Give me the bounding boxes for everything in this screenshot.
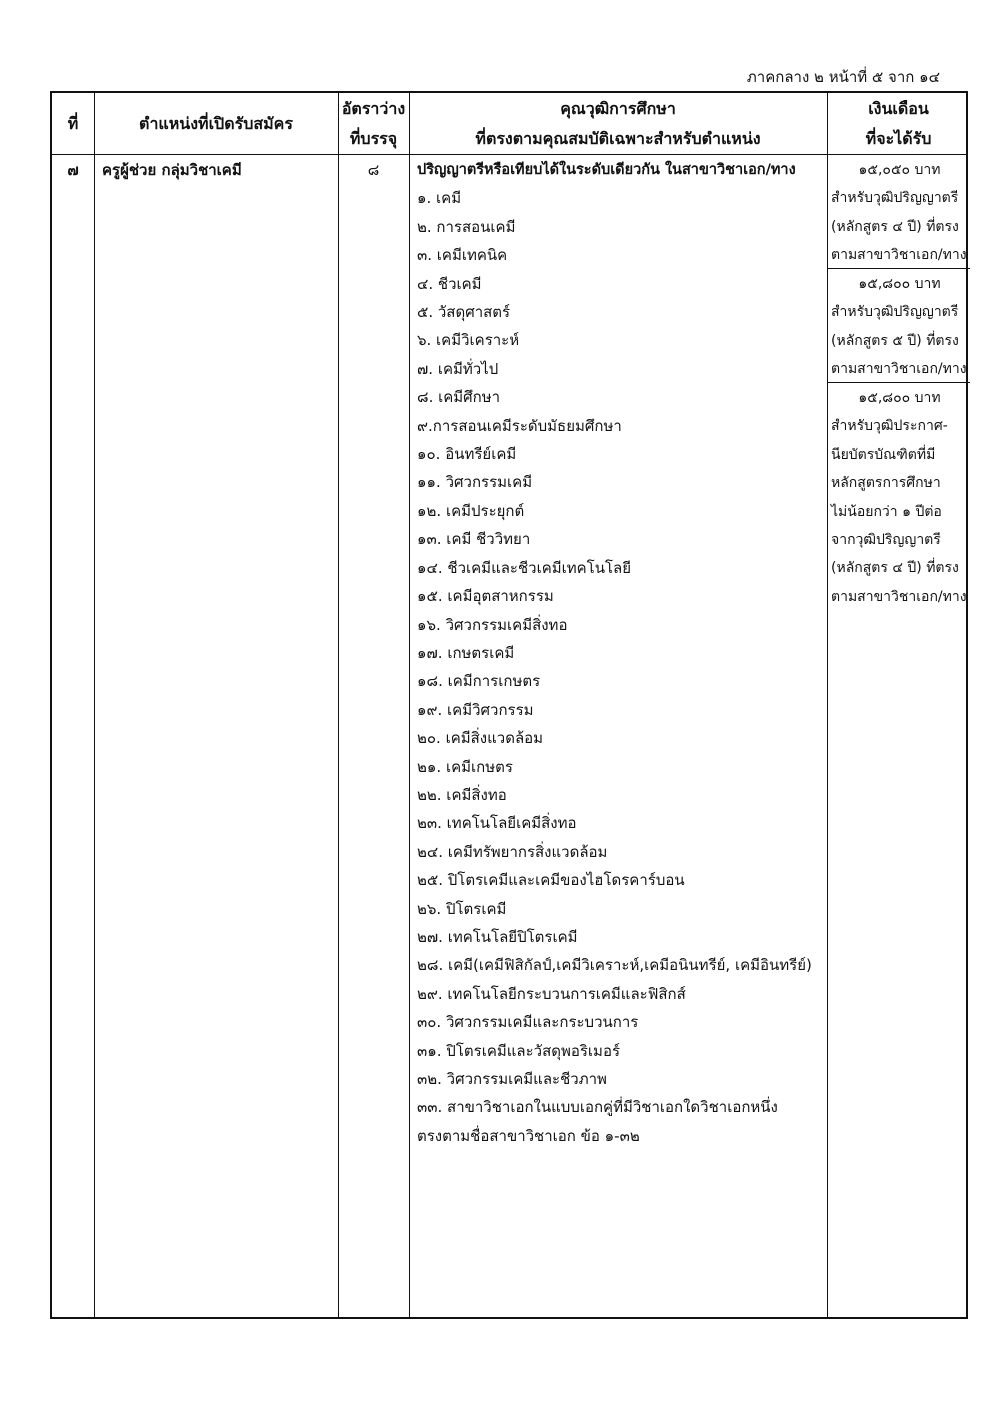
salary-condition-line: (หลักสูตร ๔ ปี) ที่ตรง (831, 218, 959, 235)
salary-block-3 (831, 384, 968, 611)
salary-condition-line: จากวุฒิปริญญาตรี (831, 532, 941, 549)
major-item: ๑๒. เคมีประยุกต์ (417, 501, 525, 520)
major-item: ๒๗. เทคโนโลยีปิโตรเคมี (417, 927, 578, 946)
major-item: ๒๓. เทคโนโลยีเคมีสิ่งทอ (417, 814, 577, 833)
major-item: ๒๕. ปิโตรเคมีและเคมีของไฮโดรคาร์บอน (417, 871, 685, 890)
major-item: ๖. เคมีวิเคราะห์ (417, 331, 520, 350)
header-qualification-line2: ที่ตรงตามคุณสมบัติเฉพาะสำหรับตำแหน่ง (475, 129, 761, 148)
major-item: ๒๙. เทคโนโลยีกระบวนการเคมีและฟิสิกส์ (417, 984, 686, 1003)
major-item: ๑๐. อินทรีย์เคมี (417, 445, 517, 464)
major-item: ๑๑. วิศวกรรมเคมี (417, 473, 533, 492)
salary-condition-line: สำหรับวุฒิประกาศ- (831, 418, 948, 435)
major-item: ๓๐. วิศวกรรมเคมีและกระบวนการ (417, 1013, 639, 1032)
header-no: ที่ (67, 114, 79, 133)
salary-condition-line: (หลักสูตร ๕ ปี) ที่ตรง (831, 332, 959, 349)
page-header: ภาคกลาง ๒ หน้าที่ ๕ จาก ๑๔ (746, 68, 940, 86)
qualification-cell (417, 156, 825, 1150)
salary-block-1 (831, 156, 968, 270)
major-item: ๒๔. เคมีทรัพยากรสิ่งแวดล้อม (417, 842, 608, 861)
major-item: ๑๕. เคมีอุตสาหกรรม (417, 587, 554, 606)
major-item: ๒๐. เคมีสิ่งแวดล้อม (417, 729, 544, 748)
header-vacancy-line2: ที่บรรจุ (349, 129, 398, 148)
salary-condition-line: ตามสาขาวิชาเอก/ทาง (831, 247, 967, 264)
major-item: ๓๓. สาขาวิชาเอกในแบบเอกคู่ที่มีวิชาเอกใดวิชาเอกหนึ่ง (417, 1098, 778, 1117)
major-item: ๑๖. วิศวกรรมเคมีสิ่งทอ (417, 615, 568, 634)
major-item: ๔. ชีวเคมี (417, 274, 482, 293)
majors-list (417, 184, 825, 1150)
header-vacancy (338, 93, 409, 154)
header-qualification (409, 93, 827, 154)
major-item: ๘. เคมีศึกษา (417, 388, 501, 407)
major-item: ๓๑. ปิโตรเคมีและวัสดุพอริเมอร์ (417, 1041, 621, 1060)
major-item: ๙.การสอนเคมีระดับมัธยมศึกษา (417, 416, 622, 435)
major-item: ๒๒. เคมีสิ่งทอ (417, 785, 507, 804)
major-item: ๑. เคมี (417, 189, 462, 208)
row-vacancy: ๘ (367, 161, 380, 179)
row-position: ครูผู้ช่วย กลุ่มวิชาเคมี (102, 161, 242, 179)
major-item: ๑๙. เคมีวิศวกรรม (417, 700, 534, 719)
salary-condition-line: (หลักสูตร ๔ ปี) ที่ตรง (831, 560, 959, 577)
salary-amount: ๑๕,๘๐๐ บาท (858, 390, 941, 406)
major-item: ตรงตามชื่อสาขาวิชาเอก ข้อ ๑-๓๒ (417, 1126, 640, 1145)
header-salary-line2: ที่จะได้รับ (865, 129, 932, 148)
major-item: ๕. วัสดุศาสตร์ (417, 303, 511, 322)
column-divider (409, 93, 410, 1317)
salary-condition-line: สำหรับวุฒิปริญญาตรี (831, 304, 959, 321)
major-item: ๒๘. เคมี(เคมีฟิสิกัลป์,เคมีวิเคราะห์,เคมีอนินทรีย์, เคมีอินทรีย์) (417, 956, 812, 975)
major-item: ๑๔. ชีวเคมีและชีวเคมีเทคโนโลยี (417, 558, 632, 577)
header-divider (52, 154, 966, 155)
major-item: ๑๓. เคมี ชีววิทยา (417, 530, 531, 549)
qualification-intro: ปริญญาตรีหรือเทียบได้ในระดับเดียวกัน ในสาขาวิชาเอก/ทาง (417, 162, 796, 178)
column-divider (338, 93, 339, 1317)
major-item: ๗. เคมีทั่วไป (417, 359, 499, 378)
header-salary (827, 93, 970, 154)
qualification-table (50, 91, 968, 1319)
major-item: ๑๘. เคมีการเกษตร (417, 672, 541, 691)
row-no: ๗ (67, 161, 79, 179)
salary-condition-line: ไม่น้อยกว่า ๑ ปีต่อ (831, 503, 942, 520)
major-item: ๑๗. เกษตรเคมี (417, 643, 515, 662)
header-position: ตำแหน่งที่เปิดรับสมัคร (139, 114, 293, 133)
header-vacancy-line1: อัตราว่าง (341, 99, 406, 118)
salary-amount: ๑๕,๐๕๐ บาท (858, 162, 941, 178)
major-item: ๒๑. เคมีเกษตร (417, 757, 513, 776)
major-item: ๒. การสอนเคมี (417, 217, 516, 236)
salary-condition-line: ตามสาขาวิชาเอก/ทาง (831, 588, 967, 605)
salary-condition-line: นียบัตรบัณฑิตที่มี (831, 446, 936, 463)
column-divider (94, 93, 95, 1317)
header-salary-line1: เงินเดือน (868, 99, 929, 118)
salary-block-2 (831, 270, 968, 384)
salary-condition-line: สำหรับวุฒิปริญญาตรี (831, 190, 959, 207)
major-item: ๓. เคมีเทคนิค (417, 246, 508, 265)
header-qualification-line1: คุณวุฒิการศึกษา (560, 99, 676, 118)
salary-condition-line: ตามสาขาวิชาเอก/ทาง (831, 361, 967, 378)
column-divider (827, 93, 828, 1317)
major-item: ๒๖. ปิโตรเคมี (417, 899, 507, 918)
major-item: ๓๒. วิศวกรรมเคมีและชีวภาพ (417, 1070, 607, 1088)
salary-amount: ๑๕,๘๐๐ บาท (858, 276, 941, 292)
salary-condition-line: หลักสูตรการศึกษา (831, 475, 941, 492)
